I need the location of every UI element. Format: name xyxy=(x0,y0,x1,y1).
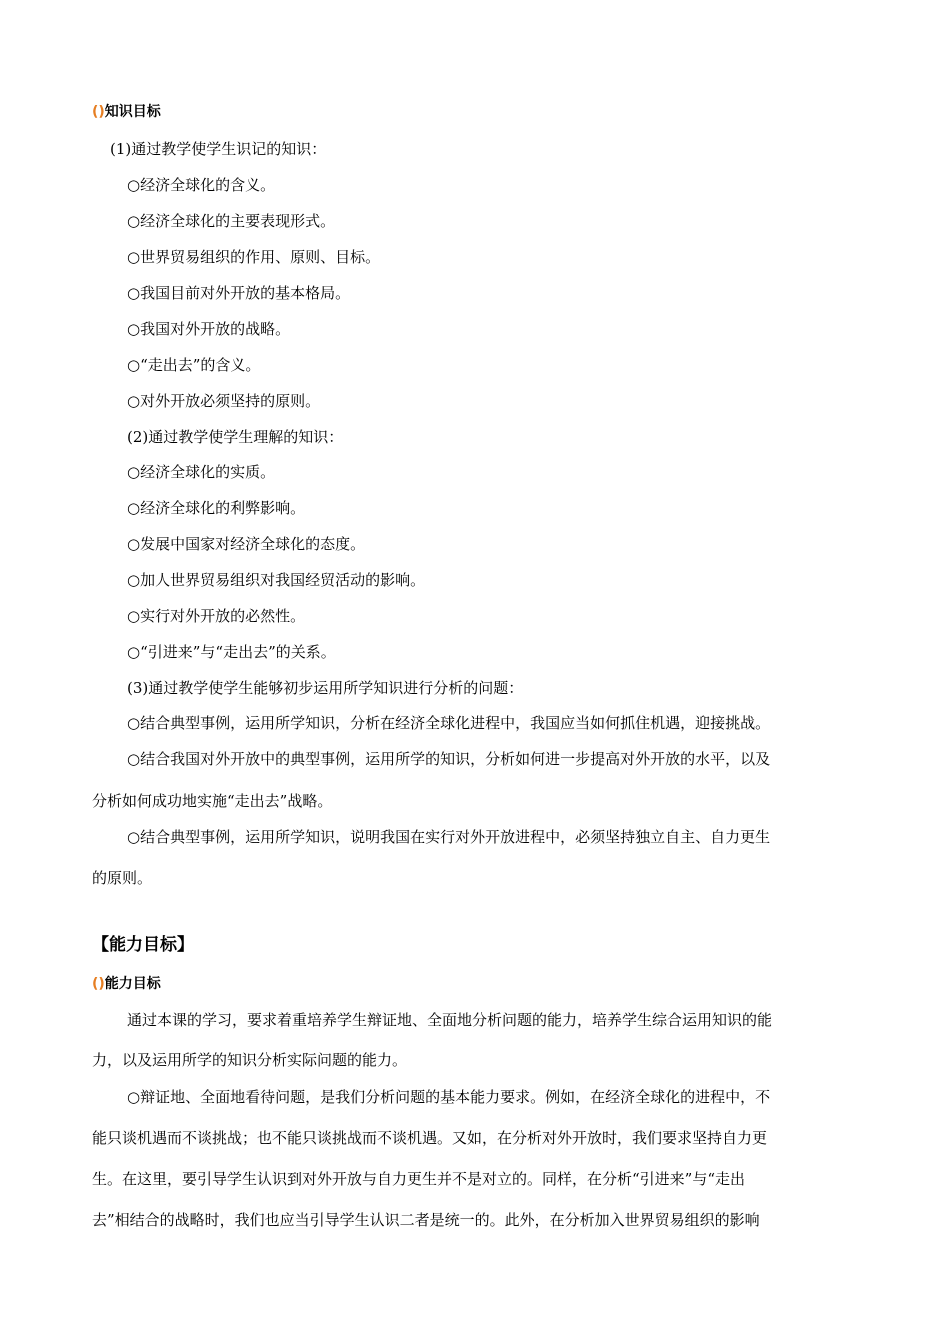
ability-heading: 【能力目标】 xyxy=(92,935,194,955)
list-item: ○我国对外开放的战略。 xyxy=(127,320,291,338)
paragraph-line: 能只谈机遇而不谈挑战；也不能只谈挑战而不谈机遇。又如，在分析对外开放时，我们要求坚持自力更 xyxy=(92,1129,768,1147)
list-item: ○我国目前对外开放的基本格局。 xyxy=(127,284,351,302)
paren-marker: () xyxy=(92,104,105,120)
text-line: (2)通过教学使学生理解的知识： xyxy=(127,428,344,446)
paragraph-line: ○辩证地、全面地看待问题，是我们分析问题的基本能力要求。例如，在经济全球化的进程中，不 xyxy=(127,1088,771,1106)
paragraph-line: 去”相结合的战略时，我们也应当引导学生认识二者是统一的。此外，在分析加入世界贸易组织的影响 xyxy=(92,1211,760,1229)
list-item: ○经济全球化的实质。 xyxy=(127,463,276,481)
list-item: ○经济全球化的利弊影响。 xyxy=(127,499,306,517)
list-item: ○经济全球化的含义。 xyxy=(127,176,276,194)
text-line: (1)通过教学使学生识记的知识： xyxy=(110,140,327,158)
list-item: ○世界贸易组织的作用、原则、目标。 xyxy=(127,248,381,266)
list-item: ○加人世界贸易组织对我国经贸活动的影响。 xyxy=(127,571,426,589)
list-item: ○发展中国家对经济全球化的态度。 xyxy=(127,535,366,553)
knowledge-title: 知识目标 xyxy=(104,104,161,120)
paragraph-line: 通过本课的学习，要求着重培养学生辩证地、全面地分析问题的能力，培养学生综合运用知识的能 xyxy=(127,1011,773,1029)
paragraph-line: 力，以及运用所学的知识分析实际问题的能力。 xyxy=(92,1051,408,1069)
list-item: ○经济全球化的主要表现形式。 xyxy=(127,212,336,230)
section-heading-knowledge xyxy=(92,102,161,122)
list-item: ○实行对外开放的必然性。 xyxy=(127,607,306,625)
list-item: ○结合典型事例，运用所学知识，分析在经济全球化进程中，我国应当如何抓住机遇，迎接挑战。 xyxy=(127,714,771,732)
text-line: 的原则。 xyxy=(92,869,153,887)
paren-marker: () xyxy=(92,976,105,992)
section-heading-ability xyxy=(92,974,161,994)
list-item: ○“走出去”的含义。 xyxy=(127,356,261,374)
ability-title: 能力目标 xyxy=(104,976,161,992)
list-item: ○结合典型事例，运用所学知识，说明我国在实行对外开放进程中，必须坚持独立自主、自力更生 xyxy=(127,828,771,846)
list-item: ○“引进来”与“走出去”的关系。 xyxy=(127,643,336,661)
list-item: ○结合我国对外开放中的典型事例，运用所学的知识，分析如何进一步提高对外开放的水平，以及 xyxy=(127,750,771,768)
text-line: (3)通过教学使学生能够初步运用所学知识进行分析的问题： xyxy=(127,679,524,697)
list-item: ○对外开放必须坚持的原则。 xyxy=(127,392,321,410)
text-line: 分析如何成功地实施“走出去”战略。 xyxy=(92,792,333,810)
paragraph-line: 生。在这里，要引导学生认识到对外开放与自力更生并不是对立的。同样，在分析“引进来”与“走出 xyxy=(92,1170,746,1188)
